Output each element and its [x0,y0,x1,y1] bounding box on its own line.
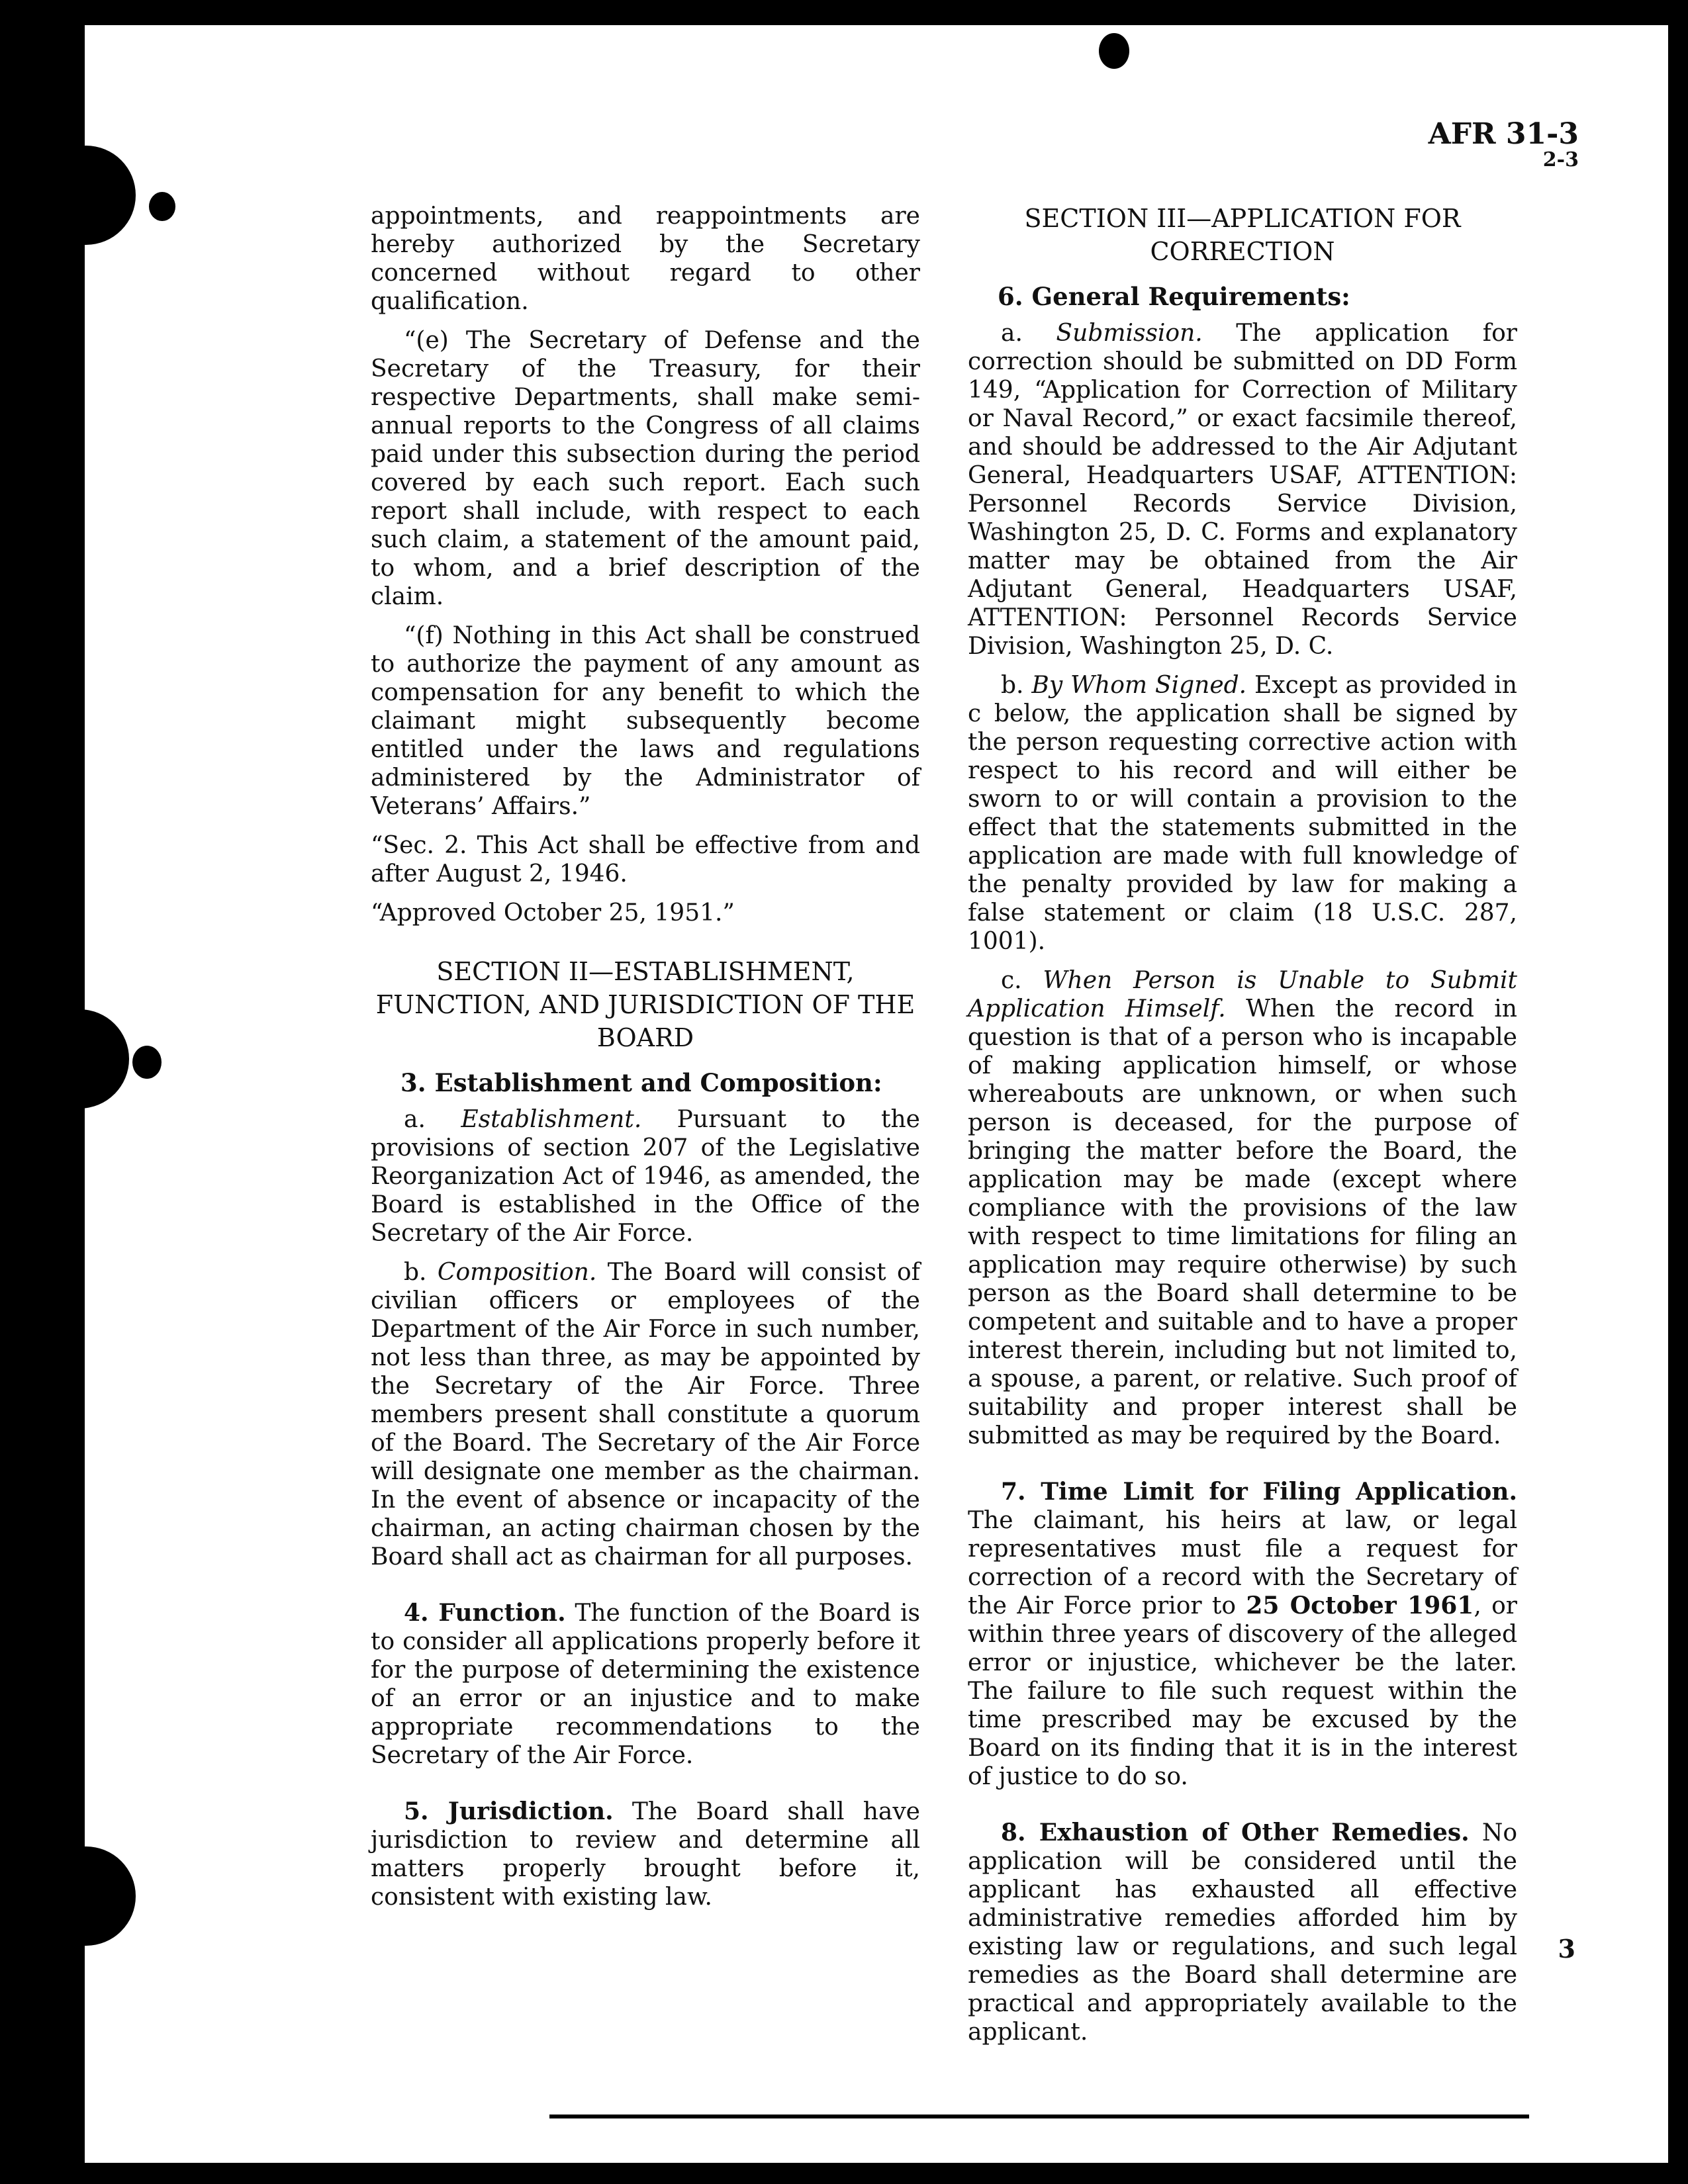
item-text: The function of the Board is to consider all applications properly before it for the purpose of determining the existence of an error or an injustice and to make appropriate recommendations to the Secretary of the Air Force. [371,1600,920,1769]
paragraph: appointments, and reappointments are hereby authorized by the Secretary concerned without regard to other qualification. [371,203,920,315]
item-text: Pursuant to the provisions of section 207 of the Legislative Reorganization Act of 1946, as amended, the Board is established in the Office of the Secretary of the Air Force. [371,1106,920,1247]
item-text: The Board shall have jurisdiction to review and determine all matters properly brought before it, consistent with existing law. [371,1798,920,1911]
item-label: b. [404,1259,427,1286]
paragraph [968,319,1517,660]
item-term: Composition. [437,1259,597,1286]
item-text: The application for correction should be submitted on DD Form 149, “Application for Correction of Military or Naval Record,” or exact facsimile thereof, and should be addressed to the Air Adjutant General, Headquarters USAF, ATTENTION: Personnel Records Service Division, Washington 25, D. C. Forms and explanatory matter may be obtained from the Air Adjutant General, Headquarters USAF, ATTENTION: Personnel Records Service Division, Washington 25, D. C. [968,320,1518,660]
paragraph: “(f) Nothing in this Act shall be construed to authorize the payment of any amount as compensation for any benefit to which the claimant might subsequently become entitled under the laws and regulations administered by the Administrator of Veterans’ Affairs.” [371,622,920,820]
item-term: When Person is Unable to Submit Application Himself. [968,967,1517,1023]
document-id: AFR 31-3 [1428,117,1579,151]
item-label: a. [404,1106,426,1133]
item-text: Except as provided in c below, the application shall be signed by the person requesting corrective action with respect to his record and will either be sworn to or will contain a provision to the effect that the statements submitted in the application are made with full knowledge of the penalty provided by law for making a false statement or claim (18 U.S.C. 287, 1001). [968,672,1517,955]
page-number: 3 [1558,1934,1575,1964]
deadline-date: 25 October 1961 [1246,1592,1474,1619]
paragraph [371,1599,920,1770]
paragraph [968,671,1517,956]
paragraph-heading: 8. Exhaustion of Other Remedies. [1001,1819,1470,1846]
paragraph-heading: 6. General Requirements: [998,282,1350,311]
paragraph [968,1819,1517,2046]
scan-mark [549,2115,1529,2118]
item-term: Submission. [1056,320,1203,347]
paragraph: “(e) The Secretary of Defense and the Secretary of the Treasury, for their respective Departments, shall make semi-annual reports to the Congress of all claims paid under this subsection during the period covered by each such report. Each such report shall include, with respect to each such claim, a statement of the amount paid, to whom, and a brief description of the claim. [371,327,920,610]
scan-mark [1099,33,1129,69]
item-label: a. [1001,320,1023,347]
page-reference: 2-3 [1542,148,1579,172]
item-text: The claimant, his heirs at law, or legal representatives must file a request for correction of a record with the Secretary of the Air Force prior to [968,1507,1517,1619]
paragraph [371,1258,920,1571]
scan-mark [132,1046,162,1079]
punch-hole [36,1846,136,1946]
paragraph-heading: 5. Jurisdiction. [404,1797,614,1825]
scan-mark [149,192,175,221]
paragraph: “Approved October 25, 1951.” [371,899,735,927]
section-title: SECTION II—ESTABLISHMENT, FUNCTION, AND JURISDICTION OF THE BOARD [375,957,915,1052]
paragraph-heading: 7. Time Limit for Filing Application. [1001,1478,1517,1506]
item-label: b. [1001,672,1024,699]
punch-hole [30,1009,129,1109]
item-text: The Board will consist of civilian officers or employees of the Department of the Air Force in such number, not less than three, as may be appointed by the Secretary of the Air Force. Three members present shall constitute a quorum of the Board. The Secretary of the Air Force will designate one member as the chairman. In the event of absence or incapacity of the chairman, an acting chairman chosen by the Board shall act as chairman for all purposes. [371,1259,920,1570]
paragraph [968,966,1517,1450]
item-text: When the record in question is that of a person who is incapable of making application himself, or whose whereabouts are unknown, or when such person is deceased, for the purpose of bringing the matter before the Board, the application may be made (except where compliance with the provisions of the law with respect to time limitations for filing an application may require otherwise) by such person as the Board shall determine to be competent and suitable and to have a proper interest therein, including but not limited to, a spouse, a parent, or relative. Such proof of suitability and proper interest shall be submitted as may be required by the Board. [968,995,1517,1449]
paragraph [968,1478,1517,1791]
item-term: Establishment. [461,1106,642,1133]
section-title: SECTION III—APPLICATION FOR CORRECTION [1024,204,1461,266]
document-header [1429,119,1579,171]
paragraph-heading: 3. Establishment and Composition: [400,1068,882,1097]
paragraph: “Sec. 2. This Act shall be effective from and after August 2, 1946. [371,832,920,887]
right-column [968,202,1517,2057]
item-text: No application will be considered until the applicant has exhausted all effective administrative remedies afforded him by existing law or regulations, and such legal remedies as the Board shall determine are practical and appropriately available to the applicant. [968,1819,1517,2046]
item-text: , or within three years of discovery of the alleged error or injustice, whichever be the later. The failure to file such request within the time prescribed may be excused by the Board on its finding that it is in the interest of justice to do so. [968,1592,1517,1790]
left-column [371,202,920,1922]
item-term: By Whom Signed. [1031,672,1247,699]
paragraph [371,1105,920,1248]
punch-hole [36,146,136,245]
item-label: c. [1001,967,1022,994]
paragraph-heading: 4. Function. [404,1599,566,1627]
paragraph [371,1797,920,1911]
